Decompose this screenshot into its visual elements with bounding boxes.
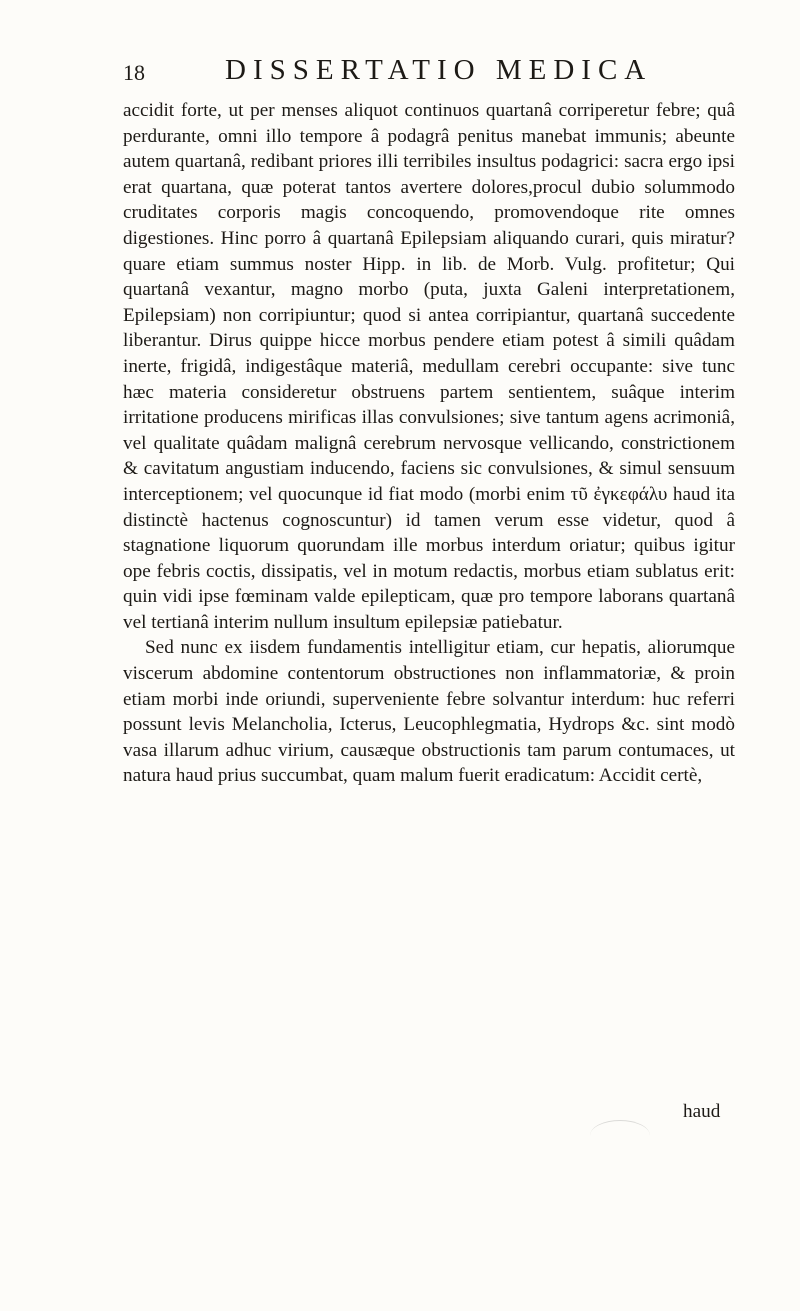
running-head: DISSERTATIO MEDICA bbox=[225, 54, 653, 86]
body-text bbox=[123, 98, 735, 789]
page-header bbox=[95, 52, 735, 92]
paragraph-1: accidit forte, ut per menses aliquot continuos quartanâ corriperetur febre; quâ perdurante, omni illo tempore â podagrâ penitus manebat immunis; abeunte autem quartanâ, redibant priores illi terribiles insultus podagrici: sacra ergo ipsi erat quartana, quæ poterat tantos avertere dolores,procul dubio solummodo cruditates corporis magis concoquendo, promovendoque rite omnes digestiones. Hinc porro â quartanâ Epilepsiam aliquando curari, quis miratur? quare etiam summus noster Hipp. in lib. de Morb. Vulg. profitetur; Qui quartanâ vexantur, magno morbo (puta, juxta Galeni interpretationem, Epilepsiam) non corripiuntur; quod si antea corripiantur, quartanâ succedente liberantur. Dirus quippe hicce morbus pendere etiam potest â simili quâdam inerte, frigidâ, indigestâque materiâ, medullam cerebri occupante: sive tunc hæc materia consideretur obstruens partem sentientem, suâque interim irritatione producens mirificas illas convulsiones; sive tantum agens acrimoniâ, vel qualitate quâdam malignâ cerebrum nervosque vellicando, constrictionem & cavitatum angustiam inducendo, faciens sic convulsiones, & simul sensuum interceptionem; vel quocunque id fiat modo (morbi enim τῦ ἐγκεφάλυ haud ita distinctè hactenus cognoscuntur) id tamen verum esse videtur, quod â stagnatione liquorum quorundam ille morbus interdum oriatur; quibus igitur ope febris coctis, dissipatis, vel in motum redactis, morbus etiam sublatus erit: quin vidi ipse fœminam valde epilepticam, quæ pro tempore laborans quartanâ vel tertianâ interim nullum insultum epilepsiæ patiebatur. bbox=[123, 100, 735, 633]
paper-smudge bbox=[590, 1120, 650, 1151]
page-number: 18 bbox=[123, 60, 145, 85]
catchword: haud bbox=[683, 1101, 721, 1122]
paragraph-2: Sed nunc ex iisdem fundamentis intelligitur etiam, cur hepatis, aliorumque viscerum abdomine contentorum obstructiones non inflammatoriæ, & proin etiam morbi inde oriundi, superveniente febre solvantur interdum: huc referri possunt levis Melancholia, Icterus, Leucophlegmatia, Hydrops &c. sint modò vasa illarum adhuc virium, causæque obstructionis tam parum contumaces, ut natura haud prius succumbat, quam malum fuerit eradicatum: Accidit certè, bbox=[123, 637, 735, 787]
